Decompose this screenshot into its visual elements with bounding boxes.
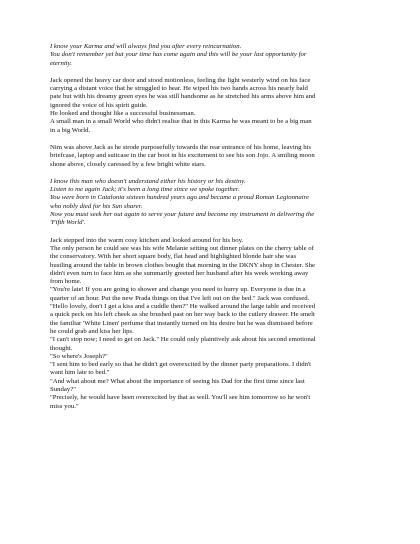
- text-line: You don't remember yet but your time has come again and this will be your last opportunity for: [50, 51, 307, 59]
- text-line: Nim was above Jack as he strode purposefully towards the rear entrance of his home, leaving his: [50, 143, 312, 151]
- text-line: a quick peck on his left cheek as she brushed past on her way back to the cutlery drawer. He smelt: [50, 311, 315, 319]
- text-line: He looked and thought like a successful businessman.: [50, 110, 196, 118]
- text-line: "I can't stop now; I need to get on Jack." He could only plaintively ask about his second emotional: [50, 336, 316, 344]
- text-line: Now you must seek her out again to serve your future and become my instrument in delivering the: [50, 211, 315, 219]
- text-line: eternity.: [50, 59, 72, 67]
- text-line: shone above, closely caressed by a few bright white stars.: [50, 160, 206, 168]
- narrative-paragraph-1: [50, 77, 402, 135]
- text-line: didn't even turn to face him as she summarily greeted her husband after his week working away: [50, 269, 309, 277]
- text-line: "Hello lovely, don't I get a kiss and a cuddle then?" He walked around the large table and received: [50, 303, 316, 311]
- text-line: ignored the voice of his spirit guide.: [50, 101, 148, 109]
- text-line: Jack stepped into the warm cosy kitchen and looked around for his boy.: [50, 236, 244, 244]
- text-line: You were born in Catalonia sixteen hundred years ago and became a proud Roman Legionnaire: [50, 194, 309, 202]
- text-line: from home.: [50, 278, 82, 286]
- narrative-paragraph-2: [50, 144, 402, 169]
- text-line: carrying a distant voice that he struggled to hear. He wiped his two hands across his nearly bald: [50, 85, 308, 93]
- text-line: pate but with his dreamy green eyes he was still handsome as he stretched his arms above him and: [50, 93, 316, 101]
- text-line: "And what about me? What about the importance of seeing his Dad for the first time since last: [50, 377, 305, 385]
- text-line: Jack opened the heavy car door and stood motionless, feeling the light westerly wind on his face: [50, 76, 311, 84]
- text-line: thought.: [50, 344, 73, 352]
- text-line: "You're late! If you are going to shower and change you need to hurry up. Everyone is due in a: [50, 286, 306, 294]
- text-line: 'Fifth World'.: [50, 219, 86, 227]
- text-line: he could grab and kiss her lips.: [50, 327, 134, 335]
- text-line: "Precisely, he would have been overexcited by that as well. You'll see him tomorrow so he won't: [50, 394, 311, 402]
- text-line: the conservatory. With her short square body, flat head and highlighted blonde hair she was: [50, 253, 297, 261]
- text-line: The only person he could see was his wife Melanie setting out dinner plates on the cherry table of: [50, 244, 314, 252]
- narrative-paragraph-3: [50, 237, 402, 411]
- text-line: Sunday?": [50, 385, 77, 393]
- text-line: briefcase, laptop and suitcase in the car boot in his excitement to see his son Jojo. A smiling moon: [50, 152, 315, 160]
- text-line: Listen to me again Jack; it's been a long time since we spoke together.: [50, 186, 240, 194]
- text-line: the familiar 'White Linen' perfume that instantly turned on his desire but he was dismissed before: [50, 319, 313, 327]
- spirit-guide-passage-1: [50, 43, 402, 68]
- text-line: want him late to bed.": [50, 369, 110, 377]
- text-line: quarter of an hour. Put the new Prada things on that I've left out on the bed." Jack was confused.: [50, 294, 310, 302]
- text-line: "I sent him to bed early so that he didn't get overexcited by the dinner party preparations. I didn't: [50, 361, 312, 369]
- text-line: who nobly died for his Sun sharer.: [50, 202, 143, 210]
- text-line: miss you.": [50, 402, 79, 410]
- text-line: "So where's Joseph?": [50, 352, 108, 360]
- text-line: in a big World.: [50, 126, 91, 134]
- spirit-guide-passage-2: [50, 178, 402, 228]
- text-line: bustling around the table in brown clothes bought that morning in the DKNY shop in Chester. She: [50, 261, 316, 269]
- text-line: I know this man who doesn't understand either his history or his destiny.: [50, 177, 246, 185]
- text-line: I know your Karma and will always find you after every reincarnation.: [50, 43, 242, 50]
- text-line: A small man in a small World who didn't realise that in this Karma he was meant to be a big man: [50, 118, 312, 126]
